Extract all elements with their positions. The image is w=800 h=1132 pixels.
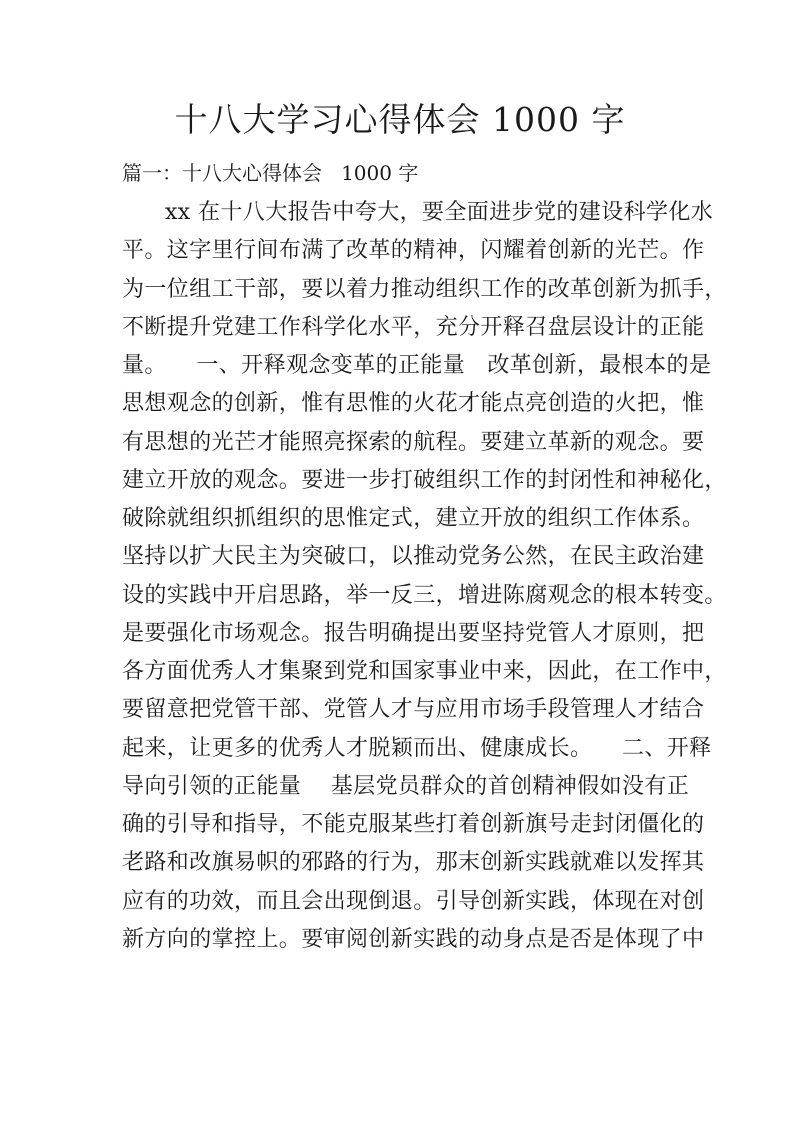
body-line: 不断提升党建工作科学化水平，充分开释召盘层设计的正能 — [122, 314, 705, 340]
body-line: 各方面优秀人才集聚到党和国家事业中来，因此，在工作中， — [122, 659, 727, 684]
body-line: xx 在十八大报告中夸大，要全面进步党的建设科学化水 — [165, 200, 714, 225]
body-line: 为一位组工干部，要以着力推动组织工作的改革创新为抓手， — [122, 276, 727, 302]
body-line: 平。这字里行间布满了改革的精神，闪耀着创新的光芒。作 — [122, 238, 705, 264]
body-line: 思想观念的创新，惟有思惟的火花才能点亮创造的火把，惟 — [122, 391, 705, 417]
body-line: 坚持以扩大民主为突破口，以推动党务公然，在民主政治建 — [122, 544, 705, 570]
body-line: 建立开放的观念。要进一步打破组织工作的封闭性和神秘化， — [122, 467, 727, 493]
body-paragraph — [122, 194, 727, 959]
body-line: 量。 一、开释观念变革的正能量 改革创新，最根本的是 — [122, 353, 712, 378]
page-title: 十八大学习心得体会 1000 字 — [174, 100, 626, 139]
body-line: 老路和改旗易帜的邪路的行为，那末创新实践就难以发挥其 — [122, 850, 705, 876]
body-line: 要留意把党管干部、党管人才与应用市场手段管理人才结合 — [122, 697, 705, 723]
body-line: 破除就组织抓组织的思惟定式，建立开放的组织工作体系。 — [122, 506, 705, 531]
body-line: 有思想的光芒才能照亮探索的航程。要建立革新的观念。要 — [122, 429, 705, 455]
body-line: 是要强化市场观念。报告明确提出要坚持党管人才原则，把 — [122, 620, 705, 646]
body-line: 应有的功效，而且会出现倒退。引导创新实践，体现在对创 — [122, 888, 705, 914]
body-line: 设的实践中开启思路，举一反三，增进陈腐观念的根本转变。 — [122, 582, 727, 608]
body-line: 确的引导和指导，不能克服某些打着创新旗号走封闭僵化的 — [122, 812, 705, 837]
body-line: 新方向的掌控上。要审阅创新实践的动身点是否是体现了中 — [122, 926, 705, 952]
body-line: 导向引领的正能量 基层党员群众的首创精神假如没有正 — [122, 773, 690, 799]
section-subtitle: 篇一：十八大心得体会 1000 字 — [122, 161, 419, 185]
body-line: 起来，让更多的优秀人才脱颖而出、健康成长。 二、开释 — [122, 735, 712, 761]
